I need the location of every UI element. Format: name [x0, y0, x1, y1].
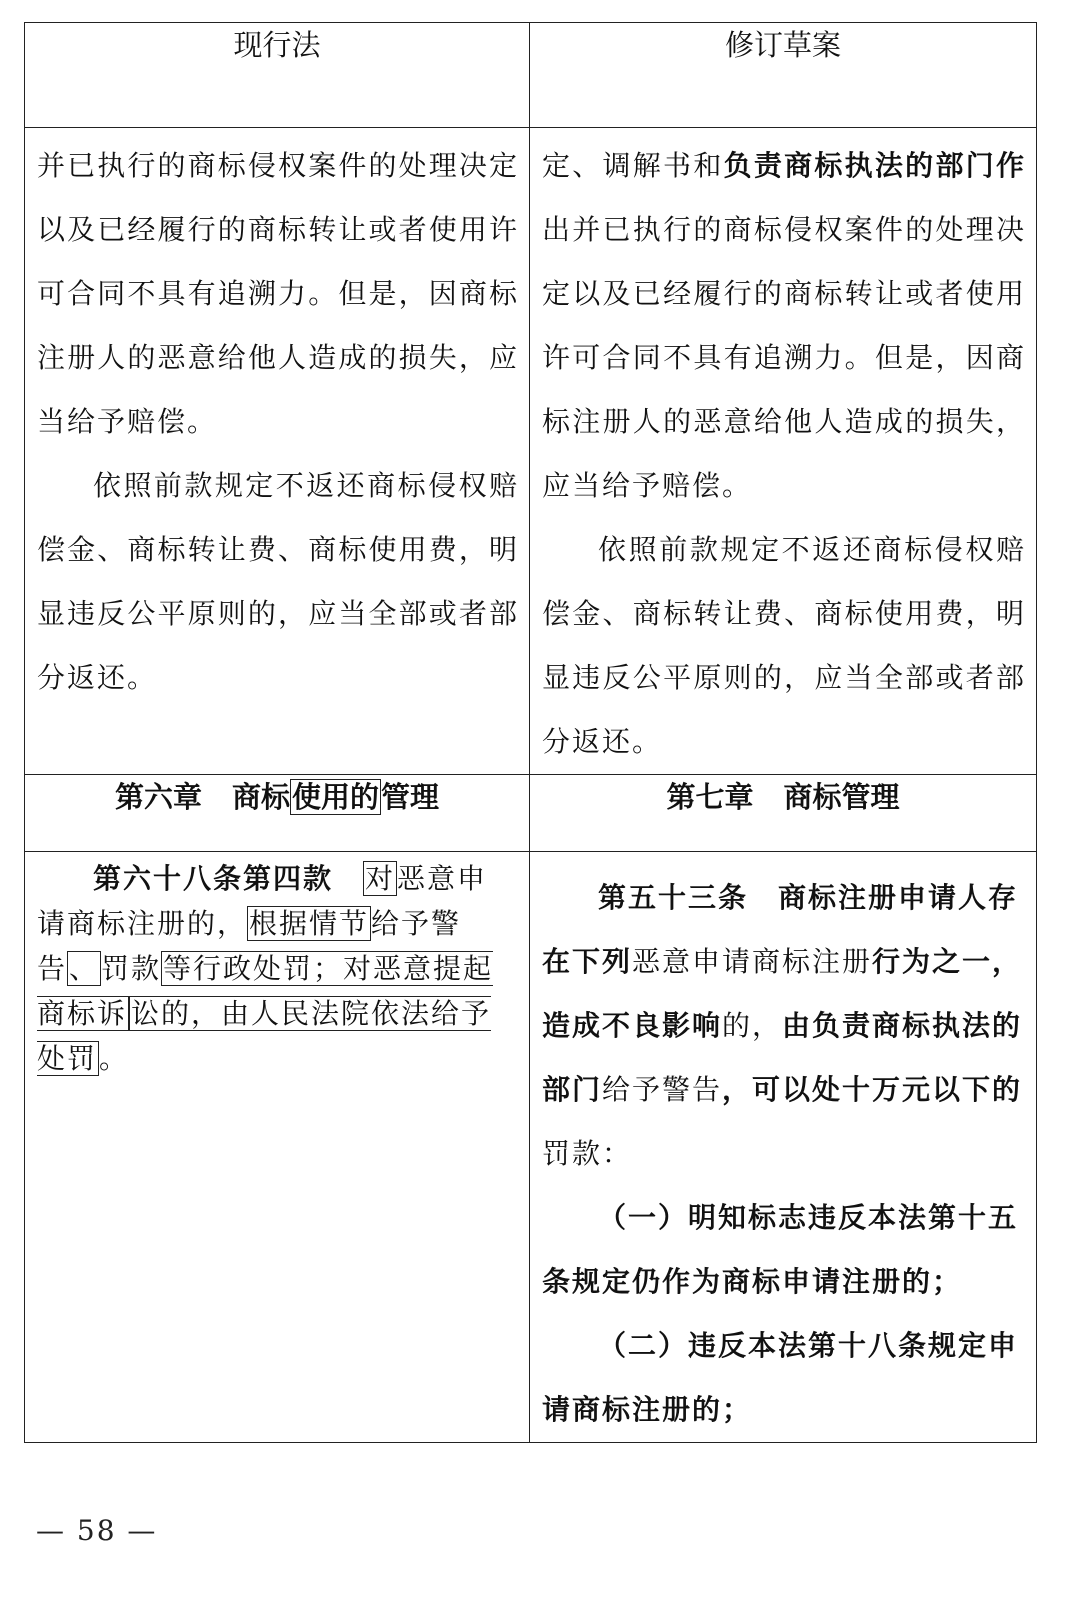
left-para-1: 并已执行的商标侵权案件的处理决定以及已经履行的商标转让或者使用许可合同不具有追溯力。但是，因商标注册人的恶意给他人造成的损失，应当给予赔偿。 — [37, 149, 519, 438]
article-right-item-2: （二）违反本法第十八条规定申请商标注册的； — [542, 1329, 1019, 1426]
article-right-n1: 恶意申请商标注册 — [632, 945, 873, 978]
continuation-left — [25, 128, 530, 775]
article-left-t3: 罚款 — [101, 952, 162, 985]
article-right-h4: ，可以处十万元以下的 — [722, 1073, 1023, 1106]
article-row — [25, 852, 1037, 1443]
article-right-h2: 行为之一，造成不良影响 — [542, 945, 1023, 1042]
right-para-1-rest: 出并已执行的商标侵权案件的处理决定以及已经履行的商标转让或者使用许可合同不具有追溯力。但是，因商标注册人的恶意给他人造成的损失，应当给予赔偿。 — [542, 213, 1026, 502]
boxed-admin-penalty: 等行政处罚；对恶意提起商标诉 — [37, 952, 494, 1030]
chapter-left-number: 第六章 — [114, 780, 202, 814]
boxed-comma: 、 — [69, 952, 100, 985]
article-left-text — [37, 856, 517, 1081]
chapter-left — [25, 775, 530, 852]
header-row — [25, 23, 1037, 128]
article-right-h1: 商标注册申请人存在下列 — [542, 881, 1019, 978]
article-left — [25, 852, 530, 1443]
continuation-right — [530, 128, 1037, 775]
boxed-dui: 对 — [365, 862, 396, 895]
chapter-right-number: 第七章 — [666, 780, 754, 814]
header-current-law: 现行法 — [25, 23, 530, 128]
right-para-1 — [542, 134, 1026, 518]
article-left-title: 第六十八条第四款 — [93, 862, 334, 895]
article-right-item-1: （一）明知标志违反本法第十五条规定仍作为商标申请注册的； — [542, 1201, 1019, 1298]
comparison-sheet — [24, 22, 1036, 1443]
chapter-right — [530, 775, 1037, 852]
boxed-genju-qingjie: 根据情节 — [249, 907, 370, 940]
left-para-2: 依照前款规定不返还商标侵权赔偿金、商标转让费、商标使用费，明显违反公平原则的，应当全部或者部分返还。 — [37, 469, 519, 694]
article-right-title: 第五十三条 — [598, 881, 749, 914]
article-right — [530, 852, 1037, 1443]
chapter-left-title-a: 商标 — [231, 780, 290, 814]
article-right-n2: 的， — [722, 1009, 783, 1042]
header-draft: 修订草案 — [530, 23, 1037, 128]
right-para-1-bold: 负责商标执法的部门作 — [723, 149, 1026, 182]
article-left-t1: 恶意申请商标注册的， — [37, 862, 488, 940]
chapter-right-title: 商标管理 — [783, 780, 900, 814]
chapter-left-title-b: 管理 — [381, 780, 440, 814]
article-right-h3: 由负责商标执法的部门 — [542, 1009, 1023, 1106]
article-right-n3: 给予警告 — [602, 1073, 723, 1106]
continuation-row — [25, 128, 1037, 775]
page-number: — 58 — — [36, 1514, 158, 1547]
chapter-left-boxed: 使用的 — [292, 780, 380, 814]
article-left-t4: 。 — [99, 1042, 130, 1075]
chapter-row — [25, 775, 1037, 852]
article-left-t2: 给予警告 — [37, 907, 462, 985]
comparison-table — [24, 22, 1037, 1443]
right-para-2: 依照前款规定不返还商标侵权赔偿金、商标转让费、商标使用费，明显违反公平原则的，应当全部或者部分返还。 — [542, 533, 1026, 758]
article-right-n4: 罚款： — [542, 1137, 633, 1170]
right-para-1-start: 定、调解书和 — [542, 149, 724, 182]
article-right-text — [542, 866, 1026, 1186]
boxed-court-penalty: 讼的，由人民法院依法给予处罚 — [37, 997, 492, 1075]
